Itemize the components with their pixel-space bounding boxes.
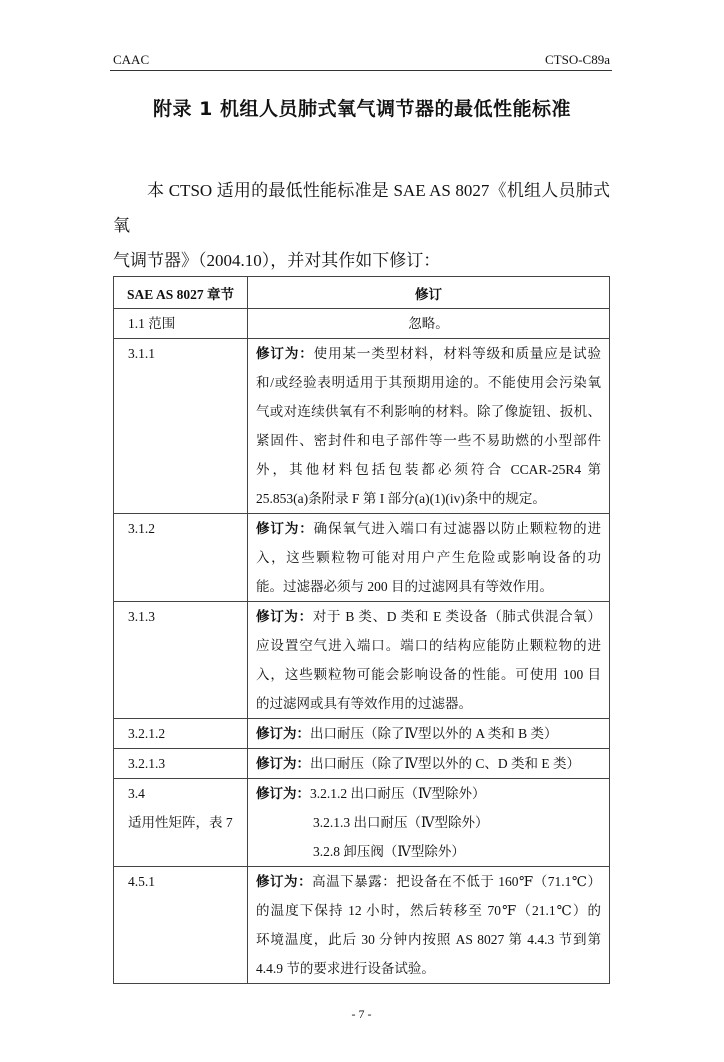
revision-text: 环境温度，此后 30 分钟内按照 AS 8027 第 4.4.3 节到第	[256, 932, 601, 947]
revision-cell	[248, 749, 610, 779]
revision-text: 出口耐压（除了Ⅳ型以外的 A 类和 B 类）	[310, 726, 558, 741]
col-header-section: SAE AS 8027 章节	[114, 277, 248, 309]
section-cell	[114, 514, 248, 602]
revision-line	[256, 368, 601, 397]
revision-line	[256, 837, 601, 866]
revision-line	[256, 484, 601, 513]
revision-line	[256, 660, 601, 689]
revision-line	[256, 925, 601, 954]
revision-prefix: 修订为：	[256, 726, 310, 741]
intro-line-1: 本 CTSO 适用的最低性能标准是 SAE AS 8027《机组人员肺式氧	[113, 181, 610, 235]
revision-text: 外，其他材料包括包装都必须符合 CCAR-25R4 第	[256, 462, 601, 477]
revision-text: 应设置空气进入端口。端口的结构应能防止颗粒物的进	[256, 638, 601, 653]
section-cell	[114, 749, 248, 779]
revision-line	[256, 602, 601, 631]
revision-text: 的过滤网或具有等效作用的过滤器。	[256, 696, 472, 711]
page-number: - 7 -	[351, 1007, 372, 1021]
revision-line	[256, 514, 601, 543]
section-cell	[114, 779, 248, 867]
table-row	[114, 602, 610, 719]
section-cell	[114, 602, 248, 719]
table-row	[114, 749, 610, 779]
revision-cell	[248, 867, 610, 984]
revision-text: 对于 B 类、D 类和 E 类设备（肺式供混合氧）	[312, 609, 602, 624]
revision-line	[256, 779, 601, 808]
section-text: 3.2.1.2	[128, 726, 166, 741]
revision-line	[256, 954, 601, 983]
revision-text: 3.2.8 卸压阀（Ⅳ型除外）	[313, 844, 465, 859]
section-text: 3.1.1	[128, 346, 155, 361]
revision-text: 4.4.9 节的要求进行设备试验。	[256, 961, 435, 976]
revision-prefix: 修订为：	[256, 521, 314, 536]
revision-cell	[248, 779, 610, 867]
revision-text: 使用某一类型材料，材料等级和质量应是试验	[313, 346, 602, 361]
revision-line	[256, 455, 601, 484]
revision-line	[256, 572, 601, 601]
table-row	[114, 514, 610, 602]
revision-text: 紧固件、密封件和电子部件等一些不易助燃的小型部件	[256, 433, 601, 448]
revision-text: 25.853(a)条附录 F 第 I 部分(a)(1)(iv)条中的规定。	[256, 491, 546, 506]
revision-line	[256, 689, 601, 718]
revision-line	[256, 631, 601, 660]
revision-cell	[248, 719, 610, 749]
revision-text: 3.2.1.2 出口耐压（Ⅳ型除外）	[310, 786, 486, 801]
table-row	[114, 779, 610, 867]
table-row	[114, 719, 610, 749]
revision-cell	[248, 514, 610, 602]
section-text: 3.1.2	[128, 521, 155, 536]
table-row	[114, 867, 610, 984]
revision-line	[256, 749, 601, 778]
revision-text: 气或对连续供氧有不利影响的材料。除了像旋钮、扳机、	[256, 404, 601, 419]
revision-text: 能。过滤器必须与 200 目的过滤网具有等效作用。	[256, 579, 553, 594]
intro-line-2: 气调节器》（2004.10），并对其作如下修订：	[113, 251, 441, 270]
revision-line	[256, 426, 601, 455]
revision-prefix: 修订为：	[256, 346, 314, 361]
revision-line	[256, 719, 601, 748]
revision-text: 和/或经验表明适用于其预期用途的。不能使用会污染氧	[256, 375, 601, 390]
section-text: 1.1 范围	[128, 316, 176, 331]
revision-text: 入，这些颗粒物可能会影响设备的性能。可使用 100 目	[256, 667, 601, 682]
header-rule	[110, 70, 612, 71]
table-row	[114, 309, 610, 339]
col-header-revision: 修订	[248, 277, 610, 309]
revision-line	[256, 896, 601, 925]
revision-text: 的温度下保持 12 小时，然后转移至 70℉（21.1℃）的	[256, 903, 601, 918]
revision-cell	[248, 309, 610, 339]
revision-line	[256, 309, 601, 338]
revision-text: 忽略。	[408, 316, 449, 331]
revision-prefix: 修订为：	[256, 874, 313, 889]
revision-text: 高温下暴露：把设备在不低于 160℉（71.1℃）	[312, 874, 601, 889]
revision-table	[113, 276, 610, 984]
revision-text: 确保氧气进入端口有过滤器以防止颗粒物的进	[313, 521, 602, 536]
section-text: 适用性矩阵，表 7	[128, 815, 233, 830]
revision-prefix: 修订为：	[256, 609, 313, 624]
section-text: 3.1.3	[128, 609, 155, 624]
section-cell	[114, 339, 248, 514]
revision-prefix: 修订为：	[256, 756, 310, 771]
revision-cell	[248, 602, 610, 719]
revision-line	[256, 543, 601, 572]
page-title: 附录 1 机组人员肺式氧气调节器的最低性能标准	[153, 98, 571, 120]
section-cell	[114, 867, 248, 984]
revision-line	[256, 808, 601, 837]
body-flow	[113, 173, 610, 1062]
section-text: 4.5.1	[128, 874, 155, 889]
revision-text: 出口耐压（除了Ⅳ型以外的 C、D 类和 E 类）	[310, 756, 580, 771]
revision-text: 入，这些颗粒物可能对用户产生危险或影响设备的功	[256, 550, 601, 565]
revision-line	[256, 397, 601, 426]
revision-line	[256, 339, 601, 368]
revision-line	[256, 867, 601, 896]
revision-text: 3.2.1.3 出口耐压（Ⅳ型除外）	[313, 815, 489, 830]
section-cell	[114, 309, 248, 339]
header-left: CAAC	[113, 52, 150, 67]
section-text: 3.2.1.3	[128, 756, 166, 771]
section-cell	[114, 719, 248, 749]
header-right: CTSO-C89a	[545, 52, 610, 67]
revision-prefix: 修订为：	[256, 786, 310, 801]
revision-cell	[248, 339, 610, 514]
section-text: 3.4	[128, 786, 145, 801]
table-row	[114, 339, 610, 514]
